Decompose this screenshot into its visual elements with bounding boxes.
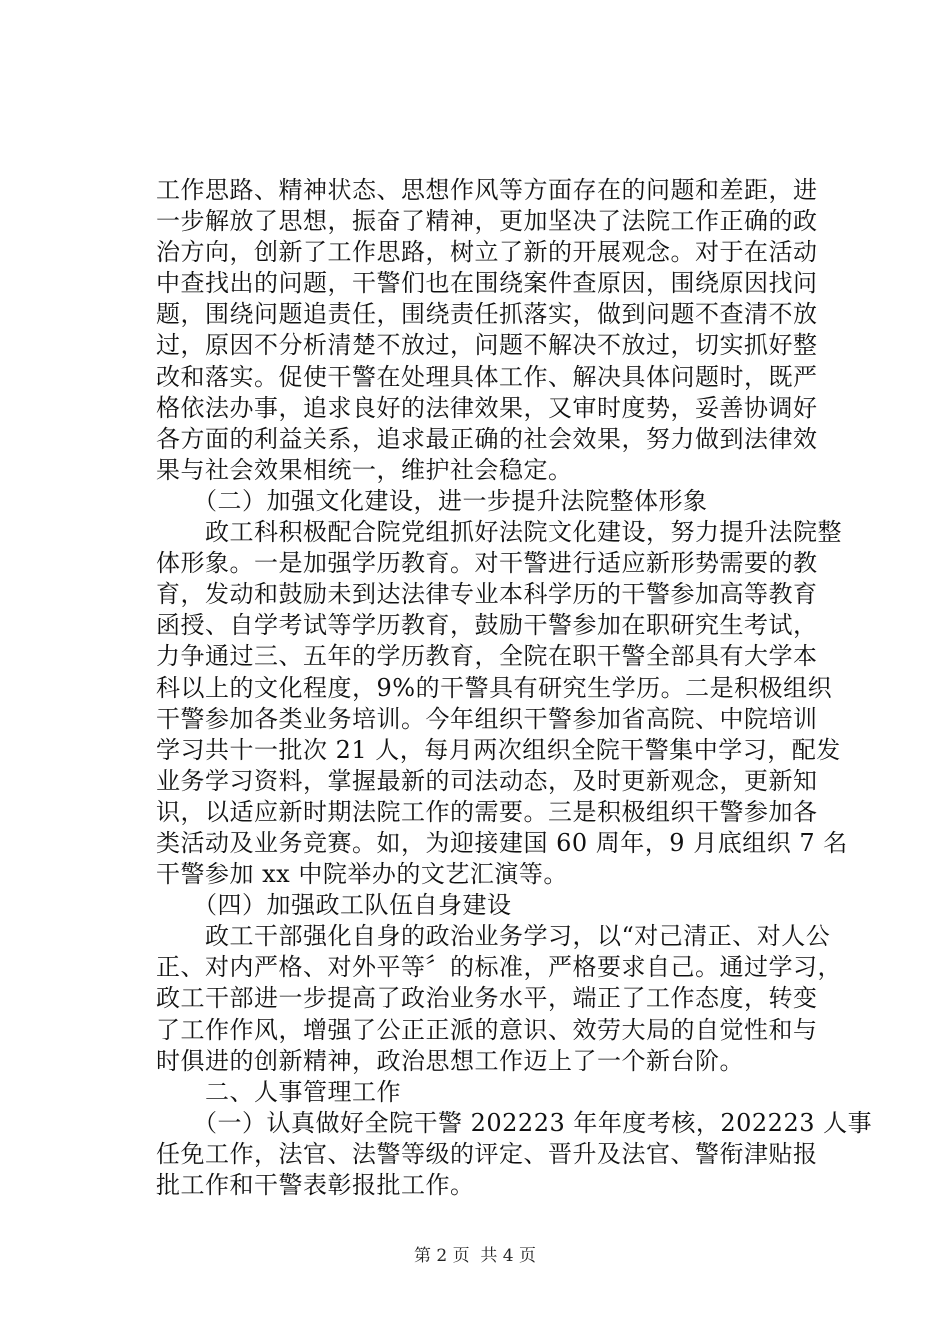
text-line: 一步解放了思想，振奋了精神，更加坚决了法院工作正确的政: [156, 207, 818, 236]
text-line: 识，以适应新时期法院工作的需要。三是积极组织干警参加各: [156, 797, 818, 826]
text-line: 政工干部强化自身的政治业务学习，以“对己清正、对人公: [156, 922, 831, 951]
text-line: 业务学习资料，掌握最新的司法动态，及时更新观念，更新知: [156, 766, 818, 795]
text-line: 干警参加各类业务培训。今年组织干警参加省高院、中院培训: [156, 704, 818, 733]
text-line: 任免工作，法官、法警等级的评定、晋升及法官、警衔津贴报: [156, 1139, 818, 1168]
text-line: 各方面的利益关系，追求最正确的社会效果，努力做到法律效: [156, 424, 818, 453]
text-line: 了工作作风，增强了公正正派的意识、效劳大局的自觉性和与: [156, 1015, 818, 1044]
text-line: 体形象。一是加强学历教育。对干警进行适应新形势需要的教: [156, 549, 818, 578]
text-line: 力争通过三、五年的学历教育，全院在职干警全部具有大学本: [156, 642, 818, 671]
text-line: （一）认真做好全院干警 202223 年年度考核，202223 人事: [156, 1108, 873, 1137]
page-footer: 第 2 页 共 4 页: [413, 1246, 537, 1266]
text-line: 治方向，创新了工作思路，树立了新的开展观念。对于在活动: [156, 238, 818, 267]
text-line: 过，原因不分析清楚不放过，问题不解决不放过，切实抓好整: [156, 331, 818, 360]
text-line: 学习共十一批次 21 人，每月两次组织全院干警集中学习，配发: [156, 735, 841, 764]
text-line: 类活动及业务竞赛。如，为迎接建国 60 周年，9 月底组织 7 名: [156, 828, 848, 857]
text-line: 格依法办事，追求良好的法律效果，又审时度势，妥善协调好: [156, 393, 818, 422]
text-line: 二、人事管理工作: [156, 1077, 401, 1106]
text-line: 政工科积极配合院党组抓好法院文化建设，努力提升法院整: [156, 518, 842, 547]
text-line: 科以上的文化程度，9%的干警具有研究生学历。二是积极组织: [156, 673, 833, 702]
text-line: 时俱进的创新精神，政治思想工作迈上了一个新台阶。: [156, 1046, 744, 1075]
text-line: 育，发动和鼓励未到达法律专业本科学历的干警参加高等教育: [156, 580, 818, 609]
text-line: 果与社会效果相统一，维护社会稳定。: [156, 455, 573, 484]
text-line: 改和落实。促使干警在处理具体工作、解决具体问题时，既严: [156, 362, 818, 391]
text-line: 函授、自学考试等学历教育，鼓励干警参加在职研究生考试，: [156, 611, 818, 640]
text-line: 工作思路、精神状态、思想作风等方面存在的问题和差距，进: [156, 176, 818, 204]
text-line: 正、对内严格、对外平等〞的标准，严格要求自己。通过学习，: [156, 953, 842, 982]
text-line: （四）加强政工队伍自身建设: [156, 891, 512, 920]
document-body: [156, 175, 873, 1201]
text-line: 题，围绕问题追责任，围绕责任抓落实，做到问题不查清不放: [156, 300, 818, 329]
text-line: 中查找出的问题，干警们也在围绕案件查原因，围绕原因找问: [156, 269, 818, 298]
text-line: 批工作和干警表彰报批工作。: [156, 1171, 475, 1199]
text-line: （二）加强文化建设，进一步提升法院整体形象: [156, 486, 708, 515]
text-line: 干警参加 xx 中院举办的文艺汇演等。: [156, 860, 568, 889]
text-line: 政工干部进一步提高了政治业务水平，端正了工作态度，转变: [156, 984, 818, 1013]
